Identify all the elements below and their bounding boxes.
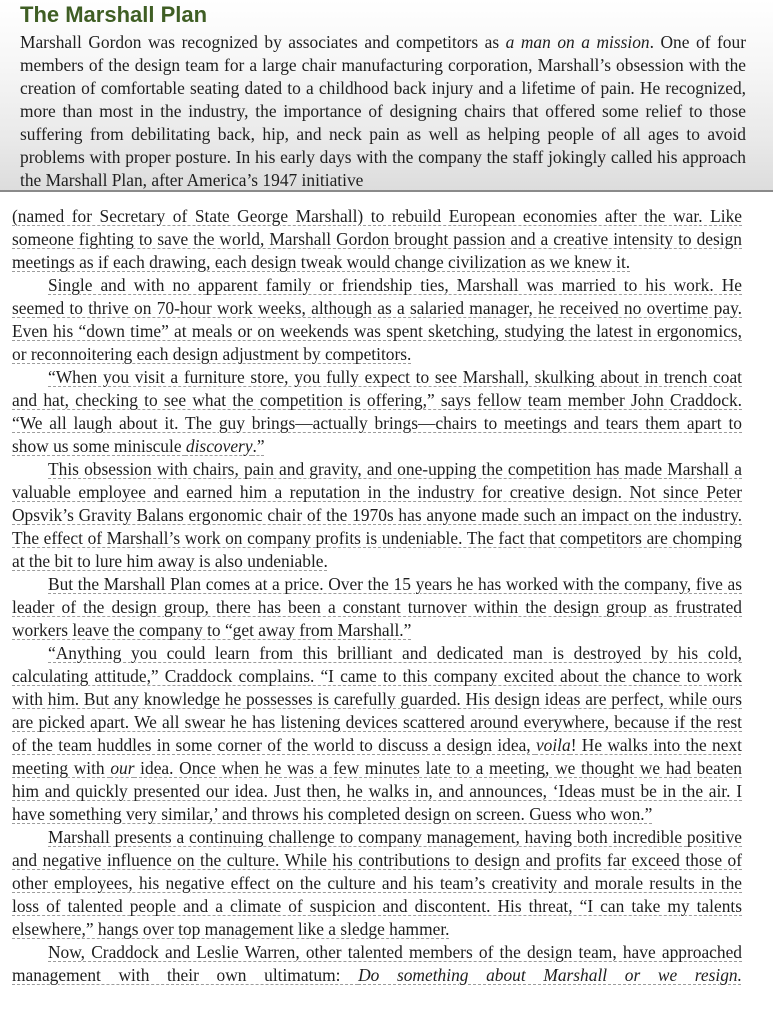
ultimatum-text: Now, Craddock and Leslie Warren, other talented members of the design team, have approached management with their own ultimatum: bbox=[12, 942, 742, 985]
complaint-text-c: idea. Once when he was a few minutes late to a meeting, we thought we had beaten him and quickly presented our idea. Just then, he walks in, and announces, ‘Ideas must be in the air. I have something very similar,’ and throws his completed design on screen. Guess who won.” bbox=[12, 758, 742, 824]
paragraph-ultimatum bbox=[12, 941, 742, 987]
intro-paragraph bbox=[20, 31, 746, 192]
main-text-block bbox=[12, 205, 742, 987]
paragraph-work-life: Single and with no apparent family or friendship ties, Marshall was married to his work. He seemed to thrive on 70-hour work weeks, although as a salaried manager, he received no overtime pay. Even his “down time” at meals or on weekends was spent sketching, studying the latest in ergonomics, or reconnoitering each design adjustment by competitors. bbox=[12, 275, 742, 364]
paragraph-complaint bbox=[12, 642, 742, 826]
complaint-emphasis-voila: voila bbox=[535, 735, 571, 755]
quote-text-a: “When you visit a furniture store, you fully expect to see Marshall, skulking about in trench coat and hat, checking to see what the competition is offering,” says fellow team member John Craddock. “We all laugh about it. The guy brings—actually brings—chairs to meetings and tears them apart to show us some miniscule bbox=[12, 367, 742, 456]
paragraph-craddock-quote bbox=[12, 366, 742, 458]
paragraph-management-challenge: Marshall presents a continuing challenge to company management, having both incredible positive and negative influence on the culture. While his contributions to design and profits far exceed those of other employees, his negative effect on the culture and his team’s creativity and morale results in the loss of talented people and a climate of suspicion and discontent. His threat, “I can take my talents elsewhere,” hangs over top management like a sledge hammer. bbox=[12, 827, 742, 939]
top-page-band bbox=[0, 0, 773, 192]
quote-text-b: .” bbox=[252, 436, 265, 456]
intro-text-b: . One of four members of the design team for a large chair manufacturing corporation, Marshall’s obsession with the creation of comfortable seating dated to a childhood back injury and a lifetime of pain. He recognized, more than most in the industry, the importance of designing chairs that offered some relief to those suffering from debilitating back, hip, and neck pain as well as helping people of all ages to avoid problems with proper posture. In his early days with the company the staff jokingly called his approach the Marshall Plan, after America’s 1947 initiative bbox=[20, 32, 746, 190]
intro-text-a: Marshall Gordon was recognized by associates and competitors as bbox=[20, 32, 506, 52]
ultimatum-emphasis: Do something about Marshall or we resign. bbox=[358, 965, 742, 985]
paragraph-continued: (named for Secretary of State George Marshall) to rebuild European economies after the war. Like someone fighting to save the world, Marshall Gordon brought passion and a creative intensity to design meetings as if each drawing, each design tweak would change civilization as we knew it. bbox=[12, 206, 742, 272]
complaint-text-b: ! He walks into the next meeting with bbox=[12, 735, 742, 778]
intro-emphasis: a man on a mission bbox=[505, 32, 650, 52]
paragraph-reputation: This obsession with chairs, pain and gravity, and one-upping the competition has made Marshall a valuable employee and earned him a reputation in the industry for creative design. Not since Peter Opsvik’s Gravity Balans ergonomic chair of the 1970s has anyone made such an impact on the industry. The effect of Marshall’s work on company profits is undeniable. The fact that competitors are chomping at the bit to lure him away is also undeniable. bbox=[12, 459, 742, 571]
complaint-emphasis-our: our bbox=[110, 758, 135, 778]
section-heading: The Marshall Plan bbox=[20, 2, 208, 27]
paragraph-price: But the Marshall Plan comes at a price. Over the 15 years he has worked with the company, five as leader of the design group, there has been a constant turnover within the design group as frustrated workers leave the company to “get away from Marshall.” bbox=[12, 574, 742, 640]
complaint-text-a: “Anything you could learn from this brilliant and dedicated man is destroyed by his cold, calculating attitude,” Craddock complains. “I came to this company excited about the chance to work with him. But any knowledge he possesses is carefully guarded. His design ideas are perfect, while ours are picked apart. We all swear he has listening devices scattered around everywhere, because if the rest of the team huddles in some corner of the world to discuss a design idea, bbox=[12, 643, 742, 755]
quote-emphasis: discovery bbox=[185, 436, 253, 456]
